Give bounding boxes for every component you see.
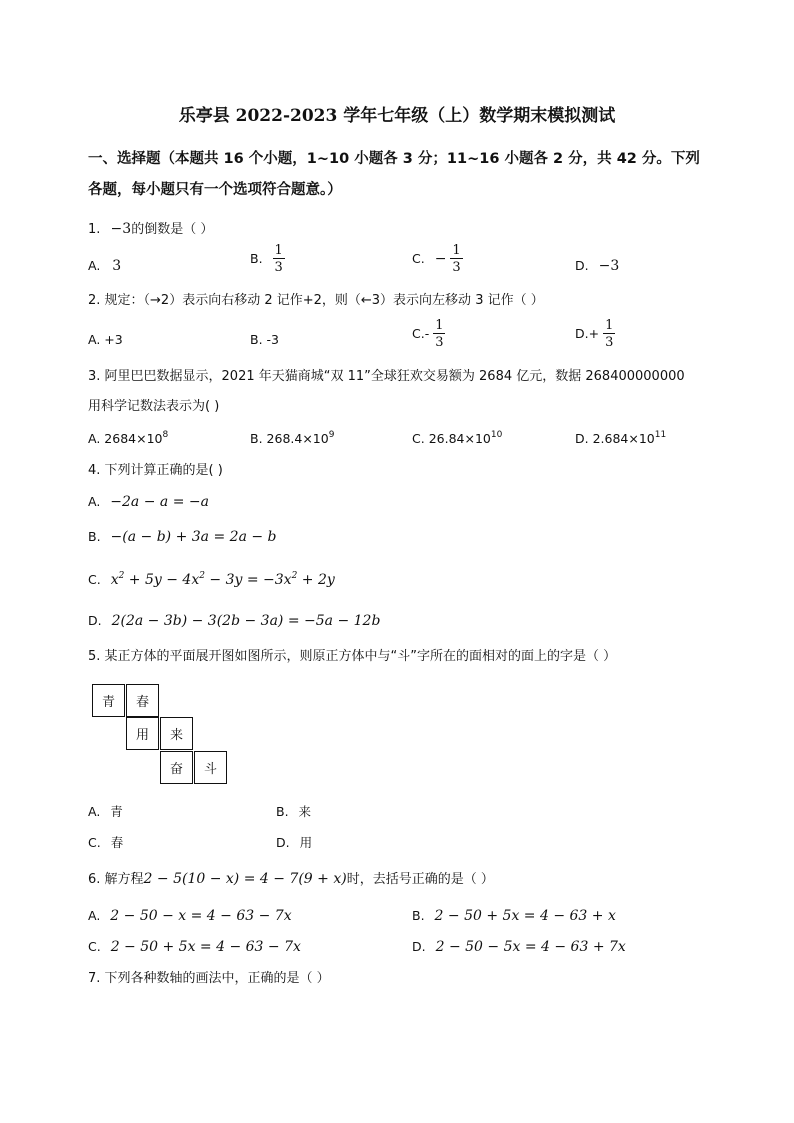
option-label: C. [412, 250, 425, 266]
net-cell: 用 [126, 717, 159, 750]
q5-option-a [88, 806, 123, 819]
question-5: 5. 某正方体的平面展开图如图所示，则原正方体中与“斗”字所在的面相对的面上的字是（ ） [88, 649, 617, 664]
question-stem: 6. 解方程 [88, 872, 144, 887]
expr-exponent: 2 [291, 571, 298, 581]
expr-part: + 2y [297, 572, 335, 588]
question-3-line2: 用科学记数法表示为( ) [88, 399, 220, 414]
option-exponent: 8 [162, 430, 169, 440]
option-exponent: 10 [490, 430, 503, 440]
option-label: D. [412, 939, 426, 954]
q1-option-c [412, 244, 463, 274]
option-label: B. [412, 908, 425, 923]
option-label: A. [88, 908, 101, 923]
expr-exponent: 2 [199, 571, 205, 581]
option-value: 用 [299, 835, 313, 850]
net-cell: 来 [160, 717, 193, 750]
question-stem: 的倒数是（ ） [131, 222, 214, 237]
fraction [273, 244, 285, 274]
page-title: 乐亭县 2022-2023 学年七年级（上）数学期末模拟测试 [178, 106, 616, 126]
numerator: 1 [605, 318, 614, 333]
option-value: 3 [112, 258, 122, 274]
option-label: B. [250, 332, 263, 347]
option-base: 268.4×10 [266, 431, 329, 446]
option-base: 2684×10 [104, 431, 163, 446]
option-label: C. [412, 325, 425, 341]
option-expression: −(a − b) + 3a = 2a − b [110, 529, 277, 545]
option-expression: 2 − 50 + 5x = 4 − 63 − 7x [110, 939, 301, 955]
numerator: 1 [452, 243, 461, 258]
q3-option-c [412, 430, 503, 446]
net-cell: 青 [92, 684, 125, 717]
q2-option-c [412, 319, 445, 349]
q5-option-b [276, 806, 311, 819]
option-base: 26.84×10 [428, 431, 491, 446]
question-2: 2. 规定：（→2）表示向右移动 2 记作+2，则（←3）表示向左移动 3 记作（ ） [88, 293, 544, 308]
q3-option-d [575, 430, 667, 446]
net-cell: 奋 [160, 751, 193, 784]
fraction [433, 319, 445, 349]
q2-option-b [250, 334, 279, 347]
section-heading-line1: 一、选择题（本题共 16 个小题，1~10 小题各 3 分；11~16 小题各 2 分，共 42 分。下列 [88, 151, 700, 167]
q6-option-c [88, 940, 301, 954]
question-stem: 时，去括号正确的是（ ） [346, 872, 494, 887]
expr-part: x [110, 572, 119, 588]
q4-option-a [88, 495, 209, 509]
option-label: B. [250, 431, 263, 446]
option-label: C. [412, 431, 425, 446]
option-value: −3 [598, 258, 620, 274]
option-label: A. [88, 332, 101, 347]
question-6 [88, 872, 494, 886]
option-label: A. [88, 258, 101, 273]
q5-option-d [276, 837, 312, 850]
option-label: C. [88, 939, 101, 954]
q4-option-b [88, 530, 277, 544]
option-expression: 2(2a − 3b) − 3(2b − 3a) = −5a − 12b [111, 613, 381, 629]
q6-option-d [412, 940, 626, 954]
option-label: B. [88, 529, 101, 544]
option-label: D. [88, 613, 102, 628]
net-cell: 斗 [194, 751, 227, 784]
option-sign: - [424, 325, 430, 341]
q3-option-a [88, 430, 169, 446]
question-7: 7. 下列各种数轴的画法中，正确的是（ ） [88, 971, 330, 986]
denominator: 3 [452, 260, 461, 275]
q1-option-b [250, 244, 285, 274]
fraction [603, 319, 615, 349]
numerator: 1 [274, 243, 283, 258]
fraction [450, 244, 462, 274]
numerator: 1 [435, 318, 444, 333]
option-exponent: 11 [654, 430, 667, 440]
option-expression: 2 − 50 − 5x = 4 − 63 + 7x [435, 939, 626, 955]
q6-option-b [412, 909, 616, 923]
option-label: A. [88, 431, 101, 446]
option-value: -3 [266, 332, 280, 347]
question-1 [88, 222, 213, 236]
q1-option-a [88, 259, 121, 273]
option-exponent: 9 [328, 430, 335, 440]
option-sign: + [588, 325, 600, 341]
option-label: C. [88, 835, 101, 850]
option-label: D. [575, 258, 589, 273]
option-value: 来 [298, 804, 312, 819]
option-value: +3 [104, 332, 123, 347]
q4-option-c [88, 573, 335, 587]
q2-option-d [575, 319, 615, 349]
q5-option-c [88, 837, 123, 850]
option-expression [111, 572, 335, 588]
expr-part: − 3y = −3x [204, 572, 292, 588]
option-label: B. [276, 804, 289, 819]
q4-option-d [88, 614, 380, 628]
option-value: 青 [110, 804, 123, 819]
q6-option-a [88, 909, 292, 923]
option-sign: − [434, 251, 447, 267]
net-cell: 春 [126, 684, 159, 717]
question-4: 4. 下列计算正确的是( ) [88, 463, 223, 478]
expr-part: + 5y − 4x [124, 572, 200, 588]
option-expression: 2 − 50 + 5x = 4 − 63 + x [434, 908, 616, 924]
option-label: A. [88, 494, 101, 509]
option-label: B. [250, 250, 263, 266]
question-expression: −3 [110, 221, 132, 237]
option-base: 2.684×10 [592, 431, 655, 446]
option-label: D. [575, 431, 589, 446]
question-number: 1. [88, 222, 101, 237]
option-value: 春 [110, 835, 124, 850]
option-expression: 2 − 50 − x = 4 − 63 − 7x [110, 908, 292, 924]
question-equation: 2 − 5(10 − x) = 4 − 7(9 + x) [143, 871, 347, 887]
q2-option-a [88, 334, 123, 347]
question-3-line1: 3. 阿里巴巴数据显示，2021 年天猫商城“双 11”全球狂欢交易额为 2684 亿元，数据 268400000000 [88, 369, 685, 384]
denominator: 3 [435, 335, 444, 350]
option-expression: −2a − a = −a [110, 494, 209, 510]
denominator: 3 [605, 335, 614, 350]
q1-option-d [575, 259, 619, 273]
section-heading-line2: 各题，每小题只有一个选项符合题意。） [88, 182, 342, 198]
denominator: 3 [274, 260, 283, 275]
option-label: A. [88, 804, 101, 819]
expr-exponent: 2 [118, 571, 125, 581]
option-label: C. [88, 572, 101, 587]
option-label: D. [575, 325, 589, 341]
q3-option-b [250, 430, 335, 446]
option-label: D. [276, 835, 290, 850]
